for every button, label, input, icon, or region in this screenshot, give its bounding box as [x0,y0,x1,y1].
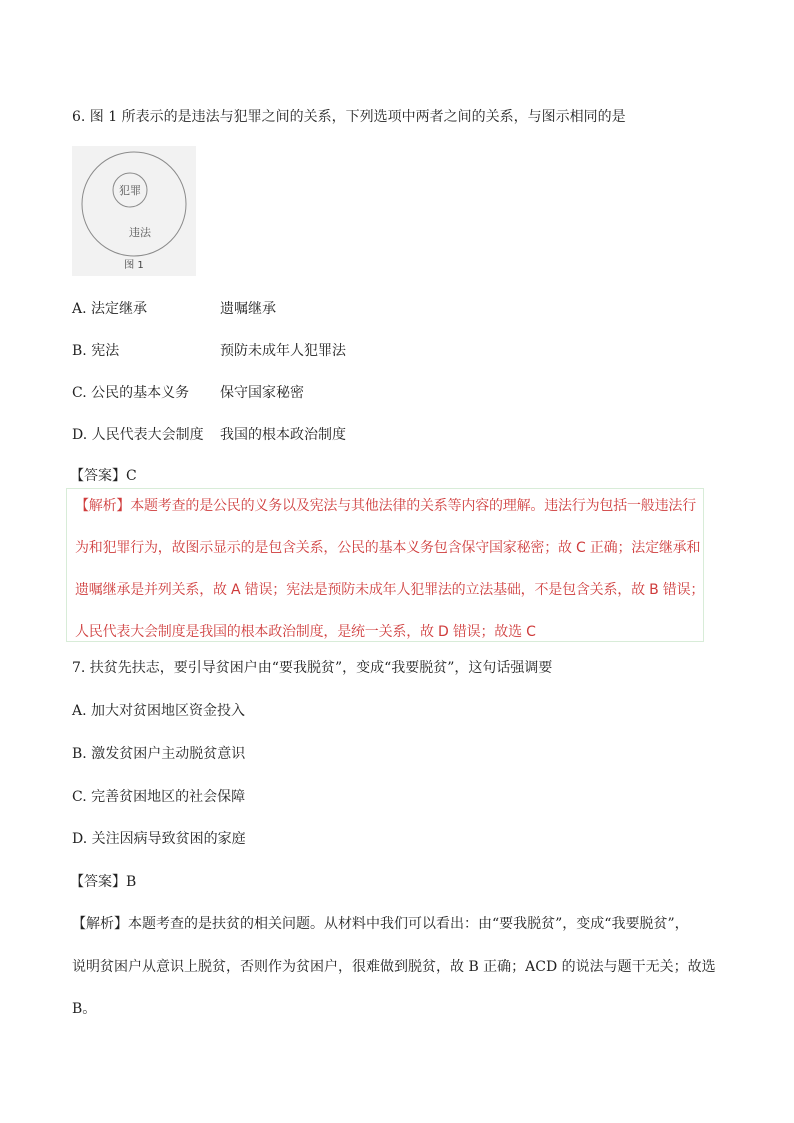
q6-option-c-label: C. 公民的基本义务 [72,385,190,401]
q6-analysis-box [66,488,704,642]
figure-caption: 图 1 [124,260,144,271]
q6-option-c-value: 保守国家秘密 [220,385,304,401]
q6-option-a [72,300,276,318]
q6-option-c [72,384,304,402]
q6-analysis-line-3: 遗嘱继承是并列关系，故 A 错误；宪法是预防未成年人犯罪法的立法基础，不是包含关系，故 B 错误； [75,582,705,598]
q6-analysis-line-1: 【解析】本题考查的是公民的义务以及宪法与其他法律的关系等内容的理解。违法行为包括一般违法行 [75,498,696,514]
q7-answer: 【答案】B [70,874,137,890]
question-7-text: 7. 扶贫先扶志，要引导贫困户由“要我脱贫”，变成“我要脱贫”，这句话强调要 [72,660,553,676]
q7-analysis-line-3: B。 [72,1001,97,1017]
outer-circle [82,152,186,256]
q7-option-b: B. 激发贫困户主动脱贫意识 [72,746,246,762]
q6-option-a-label: A. 法定继承 [72,301,148,317]
venn-diagram [72,146,196,276]
q6-analysis-line-2: 为和犯罪行为，故图示显示的是包含关系，公民的基本义务包含保守国家秘密；故 C 正确；法定继承和 [75,540,701,556]
q6-analysis-line-4: 人民代表大会制度是我国的根本政治制度，是统一关系，故 D 错误；故选 C [75,624,536,640]
q6-answer: 【答案】C [70,468,137,484]
outer-label: 违法 [129,226,151,239]
inner-label: 犯罪 [119,184,141,197]
q6-option-a-value: 遗嘱继承 [220,301,276,317]
q6-option-b [72,342,346,360]
venn-figure [72,146,196,276]
q7-analysis-line-1: 【解析】本题考查的是扶贫的相关问题。从材料中我们可以看出：由“要我脱贫”，变成“我要脱贫”， [72,916,689,932]
question-6-text: 6. 图 1 所表示的是违法与犯罪之间的关系，下列选项中两者之间的关系，与图示相同的是 [72,109,626,125]
q6-option-b-label: B. 宪法 [72,343,120,359]
q7-option-a: A. 加大对贫困地区资金投入 [72,703,246,719]
q6-option-b-value: 预防未成年人犯罪法 [220,343,346,359]
q7-option-c: C. 完善贫困地区的社会保障 [72,789,246,805]
q6-option-d [72,426,346,444]
q7-analysis-line-2: 说明贫困户从意识上脱贫，否则作为贫困户，很难做到脱贫，故 B 正确；ACD 的说法与题干无关；故选 [72,959,716,975]
q6-option-d-value: 我国的根本政治制度 [220,427,346,443]
q7-option-d: D. 关注因病导致贫困的家庭 [72,831,246,847]
q6-option-d-label: D. 人民代表大会制度 [72,427,204,443]
